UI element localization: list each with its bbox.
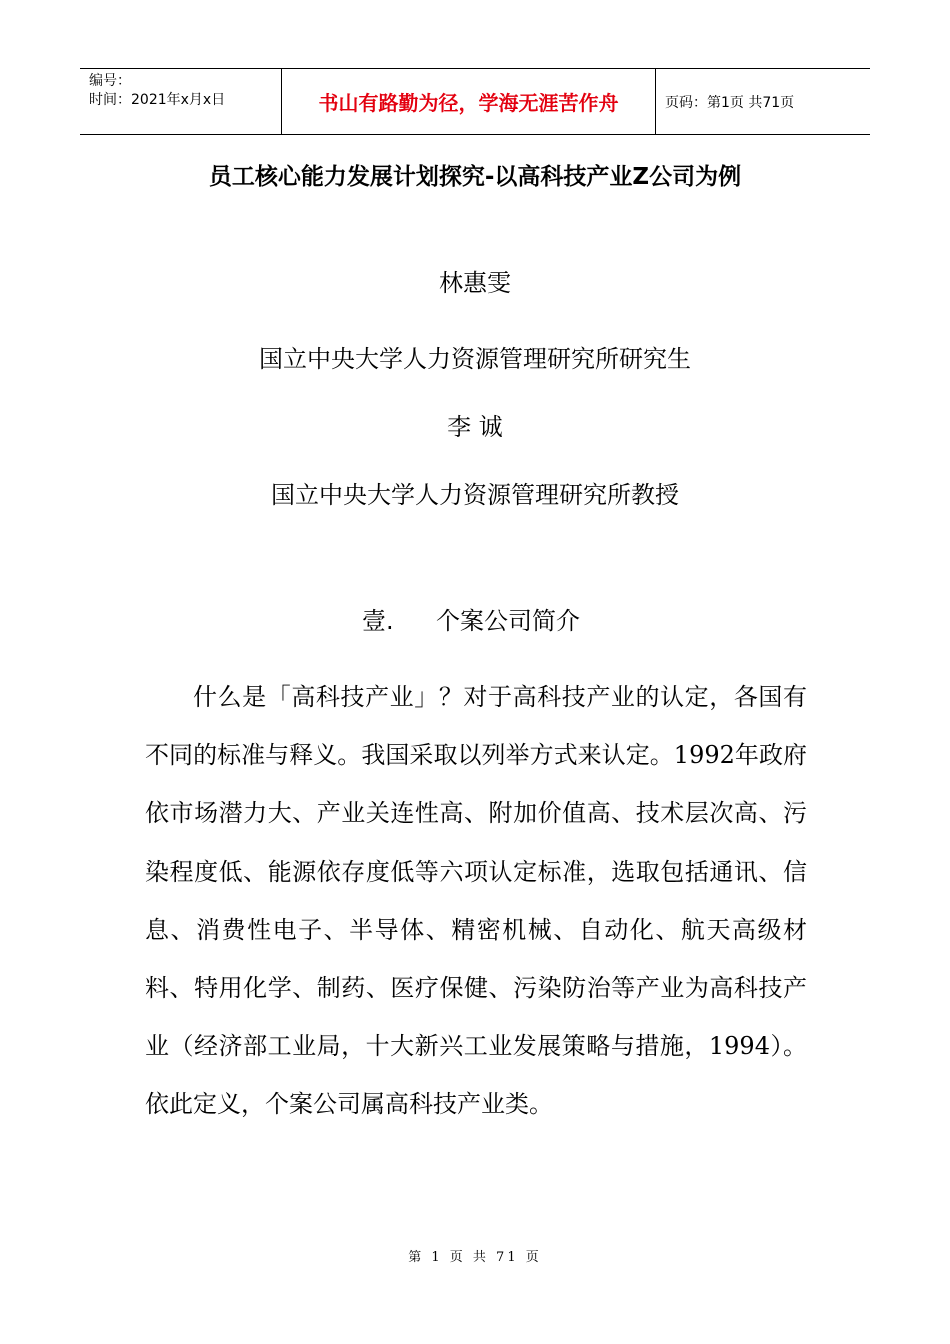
author-name-2: 李 诚 [447,413,503,441]
header-date-label: 时间：2021年x月x日 [89,92,226,108]
document-header [80,68,870,135]
page-footer: 第 1 页 共 71 页 [408,1250,542,1265]
section-heading [362,604,580,638]
header-code-label: 编号： [89,73,131,89]
header-motto: 书山有路勤为径，学海无涯苦作舟 [282,69,656,134]
body-paragraph: 什么是「高科技产业」？对于高科技产业的认定，各国有不同的标准与释义。我国采取以列举方式来认定。1992年政府依市场潜力大、产业关连性高、附加价值高、技术层次高、污染程度低、能源依存度低等六项认定标准，选取包括通讯、信息、消费性电子、半导体、精密机械、自动化、航天高级材料、特用化学、制药、医疗保健、污染防治等产业为高科技产业（经济部工业局，十大新兴工业发展策略与措施，1994）。依此定义，个案公司属高科技产业类。 [145,683,807,1119]
author-name-1: 林惠雯 [439,269,511,297]
header-page-label: 页码：第1页 共71页 [665,94,795,111]
author-affiliation-1: 国立中央大学人力资源管理研究所研究生 [259,345,691,373]
author-affiliation-2: 国立中央大学人力资源管理研究所教授 [271,481,679,509]
header-meta-cell [80,69,282,134]
section-number: 壹. [362,607,394,635]
section-title: 个案公司简介 [436,607,580,635]
document-title: 员工核心能力发展计划探究-以高科技产业Z公司为例 [208,164,742,190]
